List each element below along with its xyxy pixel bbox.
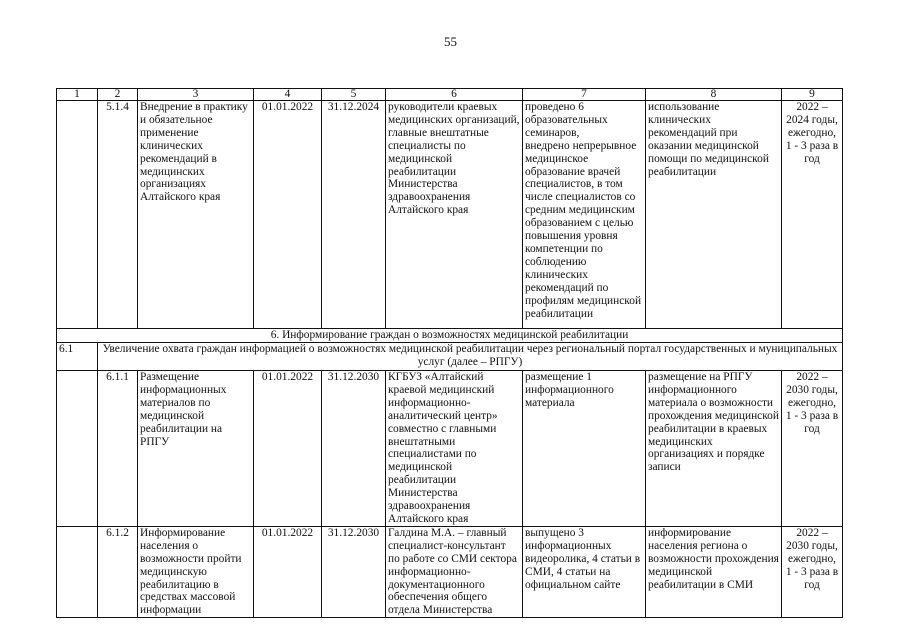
cell-empty — [57, 526, 98, 617]
page-number: 55 — [444, 34, 457, 49]
responsible-cell: Галдина М.А. – главный специалист-консультант по работе со СМИ сектора информационно-документационного обеспечения общего отдела Министерства — [386, 526, 523, 617]
result-cell: выпущено 3 информационных видеоролика, 4 статьи в СМИ, 4 статьи на официальном сайте — [523, 526, 646, 617]
end-date: 31.12.2030 — [322, 371, 386, 527]
result-cell: размещение 1 информационного материала — [523, 371, 646, 527]
responsible-cell: руководители краевых медицинских организаций, главные внештатные специалисты по медицинской реабилитации Министерства здравоохранения Алтайского края — [386, 101, 523, 329]
activity-cell: Размещение информационных материалов по медицинской реабилитации на РПГУ — [138, 371, 254, 527]
indicator-cell: размещение на РПГУ информационного материала о возможности прохождения медицинской реабилитации в краевых медицинских организациях и порядке записи — [646, 371, 782, 527]
header-row — [57, 89, 843, 101]
activity-cell: Внедрение в практику и обязательное применение клинических рекомендаций в медицинских организациях Алтайского края — [138, 101, 254, 329]
cell-empty — [57, 371, 98, 527]
col-header: 3 — [138, 89, 254, 101]
item-number: 6.1.1 — [98, 371, 138, 527]
col-header: 4 — [254, 89, 322, 101]
section-row — [57, 329, 843, 343]
plan-table — [56, 88, 843, 618]
result-cell: проведено 6 образовательных семинаров, внедрено непрерывное медицинское образование врачей специалистов, в том числе специалистов со средним медицинским образованием с целью повышения уровня компетенции по соблюдению клинических рекомендаций по профилям медицинской реабилитации — [523, 101, 646, 329]
table-row — [57, 526, 843, 617]
frequency-cell: 2022 – 2030 годы, ежегодно, 1 - 3 раза в год — [782, 526, 843, 617]
task-number: 6.1 — [57, 343, 98, 371]
col-header: 1 — [57, 89, 98, 101]
col-header: 7 — [523, 89, 646, 101]
col-header: 8 — [646, 89, 782, 101]
responsible-cell: КГБУЗ «Алтайский краевой медицинский информационно-аналитический центр» совместно с главными внештатными специалистами по медицинской реабилитации Министерства здравоохранения Алтайского края — [386, 371, 523, 527]
table-row — [57, 371, 843, 527]
frequency-cell: 2022 – 2024 годы, ежегодно, 1 - 3 раза в год — [782, 101, 843, 329]
col-header: 2 — [98, 89, 138, 101]
end-date: 31.12.2024 — [322, 101, 386, 329]
activity-cell: Информирование населения о возможности пройти медицинскую реабилитацию в средствах массовой информации — [138, 526, 254, 617]
start-date: 01.01.2022 — [254, 526, 322, 617]
end-date: 31.12.2030 — [322, 526, 386, 617]
indicator-cell: использование клинических рекомендаций при оказании медицинской помощи по медицинской реабилитации — [646, 101, 782, 329]
table-row — [57, 101, 843, 329]
task-text: Увеличение охвата граждан информацией о возможностях медицинской реабилитации через региональный портал государственных и муниципальных услуг (далее – РПГУ) — [98, 343, 843, 371]
col-header: 5 — [322, 89, 386, 101]
start-date: 01.01.2022 — [254, 371, 322, 527]
item-number: 6.1.2 — [98, 526, 138, 617]
indicator-cell: информирование населения региона о возможности прохождения медицинской реабилитации в СМИ — [646, 526, 782, 617]
col-header: 6 — [386, 89, 523, 101]
item-number: 5.1.4 — [98, 101, 138, 329]
cell-empty — [57, 101, 98, 329]
section-title: 6. Информирование граждан о возможностях медицинской реабилитации — [57, 329, 843, 343]
frequency-cell: 2022 – 2030 годы, ежегодно, 1 - 3 раза в год — [782, 371, 843, 527]
col-header: 9 — [782, 89, 843, 101]
start-date: 01.01.2022 — [254, 101, 322, 329]
task-row — [57, 343, 843, 371]
